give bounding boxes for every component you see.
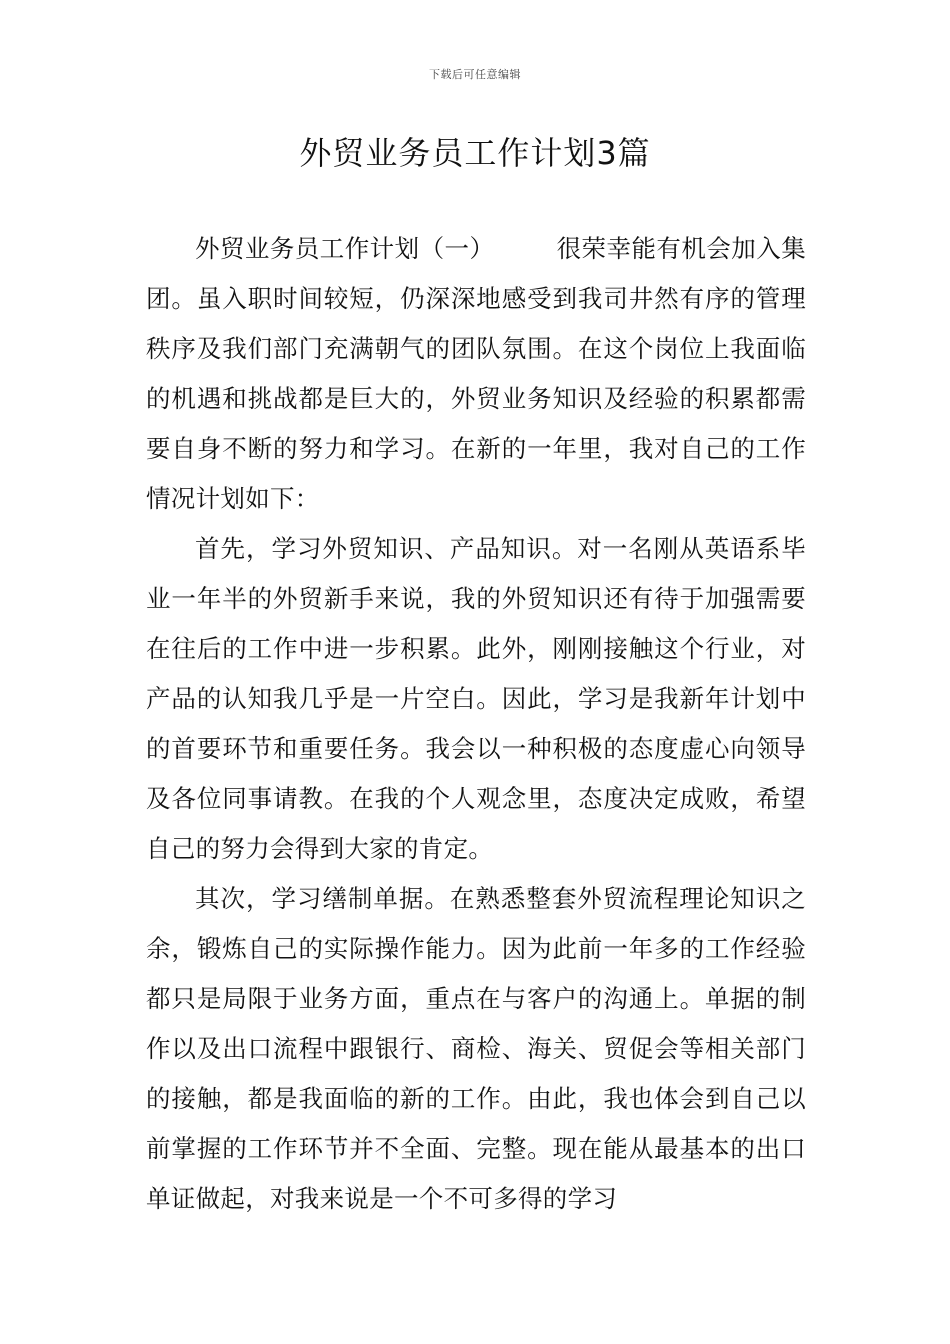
paragraph-2: 首先，学习外贸知识、产品知识。对一名刚从英语系毕业一年半的外贸新手来说，我的外贸知识还有待于加强需要在往后的工作中进一步积累。此外，刚刚接触这个行业，对产品的认知我几乎是一片空白。因此，学习是我新年计划中的首要环节和重要任务。我会以一种积极的态度虚心向领导及各位同事请教。在我的个人观念里，态度决定成败，希望自己的努力会得到大家的肯定。 xyxy=(146,534,806,863)
paragraph-3: 其次，学习缮制单据。在熟悉整套外贸流程理论知识之余，锻炼自己的实际操作能力。因为此前一年多的工作经验都只是局限于业务方面，重点在与客户的沟通上。单据的制作以及出口流程中跟银行、商检、海关、贸促会等相关部门的接触，都是我面临的新的工作。由此，我也体会到自己以前掌握的工作环节并不全面、完整。现在能从最基本的出口单证做起，对我来说是一个不可多得的学习 xyxy=(146,884,806,1213)
section-heading-inline: 外贸业务员工作计划（一） xyxy=(195,234,495,263)
header-note: 下载后可任意编辑 xyxy=(429,68,521,81)
paragraph-1-text: 很荣幸能有机会加入集团。虽入职时间较短，仍深深地感受到我司井然有序的管理秩序及我们部门充满朝气的团队氛围。在这个岗位上我面临的机遇和挑战都是巨大的，外贸业务知识及经验的积累都需要自身不断的努力和学习。在新的一年里，我对自己的工作情况计划如下： xyxy=(146,234,806,513)
paragraph-1 xyxy=(146,224,806,524)
document-body xyxy=(146,224,806,1224)
document-title: 外贸业务员工作计划3篇 xyxy=(299,134,651,172)
